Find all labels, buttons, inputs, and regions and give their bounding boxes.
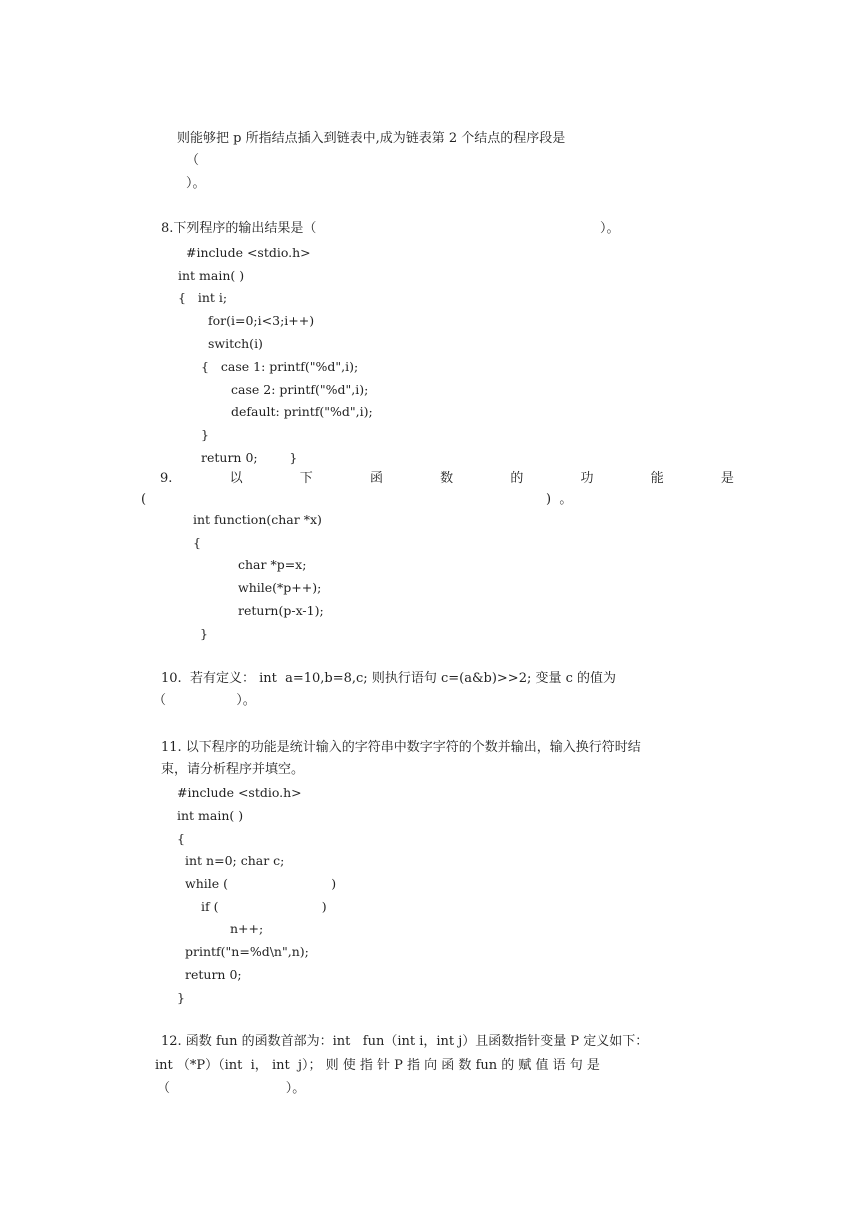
q8-code-line: default: printf("%d",i);	[231, 404, 373, 419]
q9-paren-close: ) 。	[546, 492, 573, 507]
q9-code-line: char *p=x;	[238, 557, 307, 572]
q9-paren-open: (	[141, 492, 147, 507]
q9-stem-word: 的	[510, 471, 524, 486]
q11-code-line: if ( )	[201, 899, 327, 914]
q9-stem	[160, 471, 734, 487]
q9-stem-word: 数	[440, 471, 454, 486]
q8-stem: 8.下列程序的输出结果是（	[161, 221, 317, 236]
q9-stem-word: 是	[720, 471, 734, 486]
q8-code-line: for(i=0;i<3;i++)	[208, 313, 315, 328]
q9-code-line: }	[200, 626, 208, 641]
q9-code-line: int function(char *x)	[193, 512, 322, 527]
q12-line: int （*P）（int i， int j）； 则 使 指 针 P 指 向 函 数 fun 的 赋 值 语 句 是	[155, 1058, 600, 1073]
q8-code-line: }	[201, 427, 209, 442]
q9-stem-word: 函	[369, 471, 383, 486]
q12-line: （ ）。	[157, 1081, 306, 1096]
q8-code-line: switch(i)	[208, 336, 263, 351]
q9-stem-word: 9.	[160, 471, 173, 486]
q9-stem-word: 以	[229, 471, 243, 486]
q9-code-line: while(*p++);	[238, 580, 322, 595]
q11-line: 束，请分析程序并填空。	[161, 762, 305, 777]
q11-code-line: while ( )	[185, 876, 337, 891]
q11-code-line: return 0;	[185, 967, 242, 982]
q8-code-line: int main( )	[178, 268, 245, 283]
q7-paren-open: （	[186, 153, 200, 168]
q11-code-line: int n=0; char c;	[185, 853, 285, 868]
q9-stem-word: 能	[650, 471, 664, 486]
q9-stem-word: 下	[299, 471, 313, 486]
q8-code-line: return 0; }	[201, 450, 298, 465]
q8-code-line: { int i;	[178, 290, 228, 305]
q12-line: 12. 函数 fun 的函数首部为：int fun（int i，int j）且函数指针变量 P 定义如下：	[161, 1034, 649, 1049]
q9-code-line: {	[193, 535, 201, 550]
q10-line: 10. 若有定义： int a=10,b=8,c; 则执行语句 c=(a&b)>>2; 变量 c 的值为	[161, 671, 617, 686]
q11-code-line: {	[177, 831, 185, 846]
q8-code-line: #include <stdio.h>	[186, 245, 311, 260]
q8-code-line: case 2: printf("%d",i);	[231, 382, 369, 397]
q11-code-line: }	[177, 990, 185, 1005]
q9-code-line: return(p-x-1);	[238, 603, 324, 618]
q8-stem-end: ）。	[600, 221, 620, 236]
q8-code-line: { case 1: printf("%d",i);	[201, 359, 359, 374]
q9-stem-word: 功	[580, 471, 594, 486]
q11-code-line: printf("n=%d\n",n);	[185, 944, 309, 959]
q7-text: 则能够把 p 所指结点插入到链表中,成为链表第 2 个结点的程序段是	[177, 131, 566, 146]
q11-code-line: n++;	[230, 921, 264, 936]
q11-code-line: int main( )	[177, 808, 244, 823]
q11-line: 11. 以下程序的功能是统计输入的字符串中数字字符的个数并输出，输入换行符时结	[161, 740, 641, 755]
q11-code-line: #include <stdio.h>	[177, 785, 302, 800]
q10-line: （ ）。	[153, 693, 256, 708]
q7-paren-close: ）。	[186, 176, 206, 191]
